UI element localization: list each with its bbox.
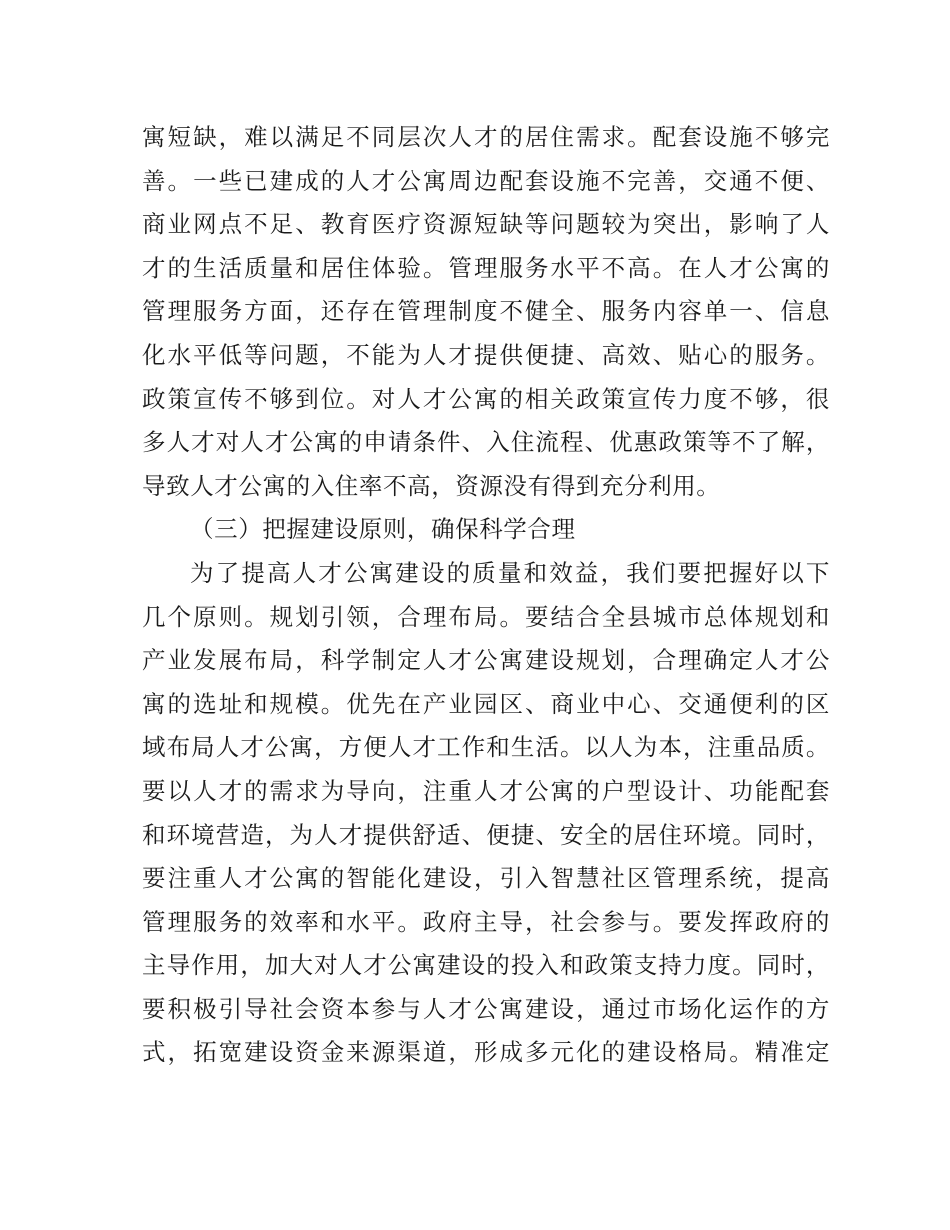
text-line: 化水平低等问题，不能为人才提供便捷、高效、贴心的服务。 [142, 340, 830, 369]
text-line: 为了提高人才公寓建设的质量和效益，我们要把握好以下 [190, 558, 830, 587]
text-line: 主导作用，加大对人才公寓建设的投入和政策支持力度。同时， [142, 951, 830, 980]
text-line: 要以人才的需求为导向，注重人才公寓的户型设计、功能配套 [142, 776, 830, 805]
text-line: 几个原则。规划引领，合理布局。要结合全县城市总体规划和 [142, 602, 830, 631]
text-line: 政策宣传不够到位。对人才公寓的相关政策宣传力度不够，很 [142, 384, 830, 413]
text-line: 管理服务方面，还存在管理制度不健全、服务内容单一、信息 [142, 297, 830, 326]
paragraph-construction-principles [142, 552, 830, 1075]
text-line: 产业发展布局，科学制定人才公寓建设规划，合理确定人才公 [142, 646, 830, 675]
section-heading: （三）把握建设原则，确保科学合理 [190, 515, 576, 544]
text-line: 管理服务的效率和水平。政府主导，社会参与。要发挥政府的 [142, 907, 830, 936]
text-line: 式，拓宽建设资金来源渠道，形成多元化的建设格局。精准定 [142, 1038, 830, 1067]
text-line: 才的生活质量和居住体验。管理服务水平不高。在人才公寓的 [142, 253, 830, 282]
text-line: 多人才对人才公寓的申请条件、入住流程、优惠政策等不了解， [142, 428, 830, 457]
text-line: 寓的选址和规模。优先在产业园区、商业中心、交通便利的区 [142, 689, 830, 718]
text-line: 导致人才公寓的入住率不高，资源没有得到充分利用。 [142, 471, 721, 500]
document-body [142, 116, 830, 1075]
paragraph-housing-problems [142, 116, 830, 508]
text-line: 要注重人才公寓的智能化建设，引入智慧社区管理系统，提高 [142, 864, 830, 893]
text-line: 商业网点不足、教育医疗资源短缺等问题较为突出，影响了人 [142, 210, 830, 239]
text-line: 寓短缺，难以满足不同层次人才的居住需求。配套设施不够完 [142, 123, 830, 151]
text-line: 要积极引导社会资本参与人才公寓建设，通过市场化运作的方 [142, 994, 830, 1023]
text-line: 和环境营造，为人才提供舒适、便捷、安全的居住环境。同时， [142, 820, 830, 849]
text-line: 域布局人才公寓，方便人才工作和生活。以人为本，注重品质。 [142, 733, 830, 762]
text-line: 善。一些已建成的人才公寓周边配套设施不完善，交通不便、 [142, 166, 830, 195]
